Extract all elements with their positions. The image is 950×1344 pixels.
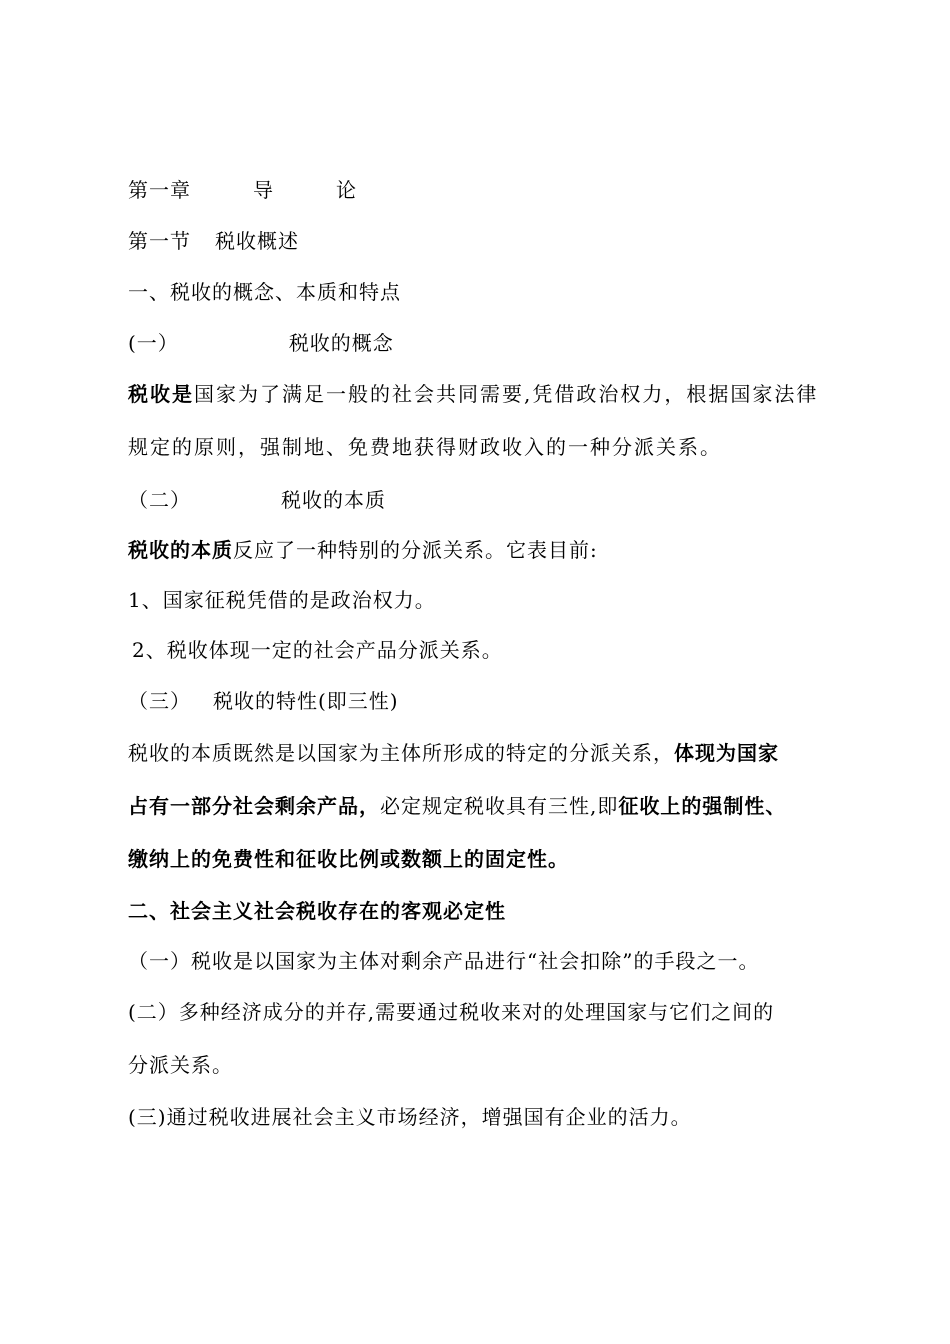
section-heading (128, 228, 299, 254)
subheading-title: 税收的特性(即三性) (213, 689, 399, 713)
paragraph-text: 反应了一种特别的分派关系。它表目前: (233, 538, 598, 562)
paragraph-characteristics-line1 (128, 740, 779, 766)
paragraph-text: 必定规定税收具有三性,即 (380, 794, 619, 818)
emphasis-text: 体现为国家 (674, 741, 779, 765)
list-item: 2、税收体现一定的社会产品分派关系。 (132, 638, 503, 662)
subheading-title: 税收的概念 (288, 331, 394, 355)
list-item: (二）多种经济成分的并存,需要通过税收来对的处理国家与它们之间的 (128, 1000, 775, 1024)
paragraph-essence (128, 537, 598, 563)
paragraph-concept-line2: 规定的原则，强制地、免费地获得财政收入的一种分派关系。 (128, 435, 722, 459)
emphasis-text: 征收上的强制性、 (618, 794, 787, 818)
paragraph-concept-line1 (128, 381, 818, 407)
section-title: 税收概述 (215, 229, 299, 253)
heading-two: 二、社会主义社会税收存在的客观必定性 (128, 899, 506, 923)
emphasis-text: 缴纳上的免费性和征收比例或数额上的固定性。 (128, 847, 569, 871)
chapter-label: 第一章 (128, 178, 191, 202)
subheading-title: 税收的本质 (281, 488, 386, 512)
heading-one: 一、税收的概念、本质和特点 (128, 280, 401, 304)
subheading-characteristics (128, 688, 399, 714)
chapter-title-a: 导 (253, 178, 274, 202)
subheading-number: （三） (128, 689, 191, 713)
chapter-title-b: 论 (336, 178, 357, 202)
term-essence: 税收的本质 (128, 538, 233, 562)
subheading-number: （二） (128, 488, 191, 512)
list-item-continuation: 分派关系。 (128, 1053, 233, 1077)
paragraph-characteristics-line2 (128, 793, 786, 819)
list-item: （一）税收是以国家为主体对剩余产品进行“社会扣除”的手段之一。 (128, 949, 760, 973)
paragraph-text: 税收的本质既然是以国家为主体所形成的特定的分派关系， (128, 741, 674, 765)
list-item: 1、国家征税凭借的是政治权力。 (128, 588, 436, 612)
list-item: (三)通过税收进展社会主义市场经济，增强国有企业的活力。 (128, 1105, 692, 1129)
section-label: 第一节 (128, 229, 191, 253)
subheading-number: (一） (128, 331, 179, 355)
chapter-heading (128, 177, 357, 203)
paragraph-text: 国家为了满足一般的社会共同需要,凭借政治权力，根据国家法律 (194, 382, 819, 406)
emphasis-text: 占有一部分社会剩余产品， (128, 794, 380, 818)
term-tax: 税收是 (128, 382, 194, 406)
paragraph-characteristics-line3 (128, 846, 569, 872)
subheading-essence (128, 487, 386, 513)
subheading-concept (128, 330, 394, 356)
